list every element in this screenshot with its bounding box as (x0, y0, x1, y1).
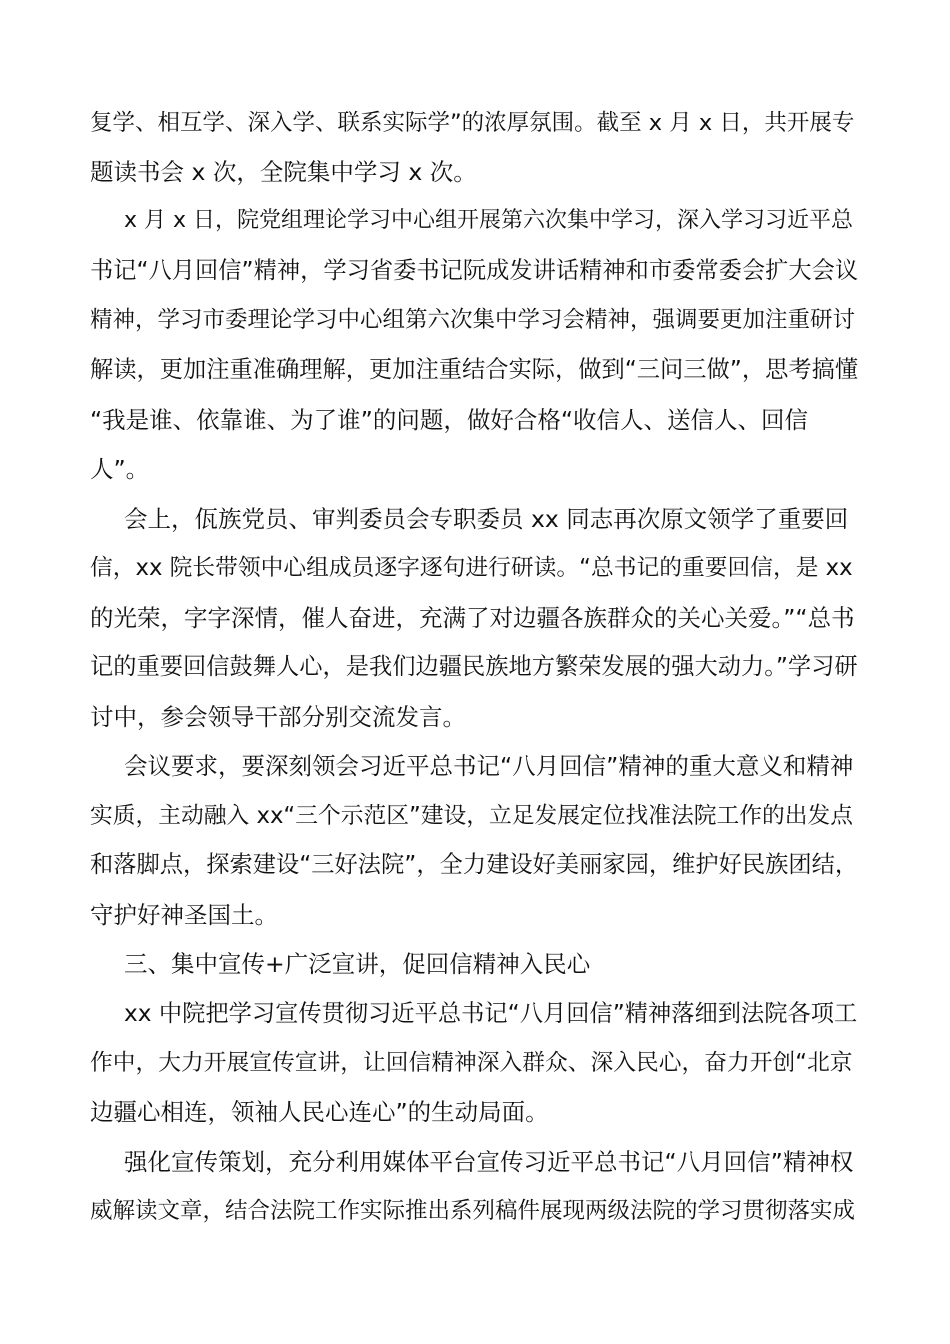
text-line: x 月 x 日，院党组理论学习中心组开展第六次集中学习，深入学习习近平总 (124, 208, 854, 233)
text-line: 会议要求，要深刻领会习近平总书记“八月回信”精神的重大意义和精神 (124, 752, 854, 780)
text-line: “我是谁、依靠谁、为了谁”的问题，做好合格“收信人、送信人、回信 (90, 406, 809, 434)
text-line: 讨中，参会领导干部分别交流发言。 (90, 703, 466, 731)
text-line: 复学、相互学、深入学、联系实际学”的浓厚氛围。截至 x 月 x 日，共开展专 (90, 110, 855, 136)
text-line: 书记“八月回信”精神，学习省委书记阮成发讲话精神和市委常委会扩大会议 (90, 257, 859, 284)
text-line: 信，xx 院长带领中心组成员逐字逐句进行研读。“总书记的重要回信，是 xx (90, 555, 853, 581)
text-line: 边疆心相连，领袖人民心连心”的生动局面。 (90, 1098, 549, 1126)
text-line: 和落脚点，探索建设“三好法院”，全力建设好美丽家园，维护好民族团结， (90, 851, 859, 878)
text-line: 实质，主动融入 xx“三个示范区”建设，立足发展定位找准法院工作的出发点 (90, 803, 853, 829)
text-line: 精神，学习市委理论学习中心组第六次集中学习会精神，强调要更加注重研讨 (90, 307, 856, 333)
text-line: 守护好神圣国土。 (90, 901, 278, 929)
text-line: 会上，佤族党员、审判委员会专职委员 xx 同志再次原文领学了重要回 (124, 505, 849, 533)
text-line: 威解读文章，结合法院工作实际推出系列稿件展现两级法院的学习贯彻落实成 (90, 1198, 856, 1224)
text-line: 强化宣传策划，充分利用媒体平台宣传习近平总书记“八月回信”精神权 (124, 1148, 854, 1176)
text-line: 解读，更加注重准确理解，更加注重结合实际，做到“三问三做”，思考搞懂 (90, 356, 859, 383)
section-heading: 三、集中宣传+广泛宣讲，促回信精神入民心 (124, 950, 591, 978)
text-line: 人”。 (90, 455, 150, 483)
text-line: 记的重要回信鼓舞人心，是我们边疆民族地方繁荣发展的强大动力。”学习研 (90, 653, 858, 680)
text-line: xx 中院把学习宣传贯彻习近平总书记“八月回信”精神落细到法院各项工 (124, 1000, 858, 1027)
text-line: 题读书会 x 次，全院集中学习 x 次。 (90, 158, 477, 186)
text-line: 作中，大力开展宣传宣讲，让回信精神深入群众、深入民心，奋力开创“北京 (90, 1050, 853, 1076)
text-line: 的光荣，字字深情，催人奋进，充满了对边疆各族群众的关心关爱。”“总书 (90, 604, 855, 632)
